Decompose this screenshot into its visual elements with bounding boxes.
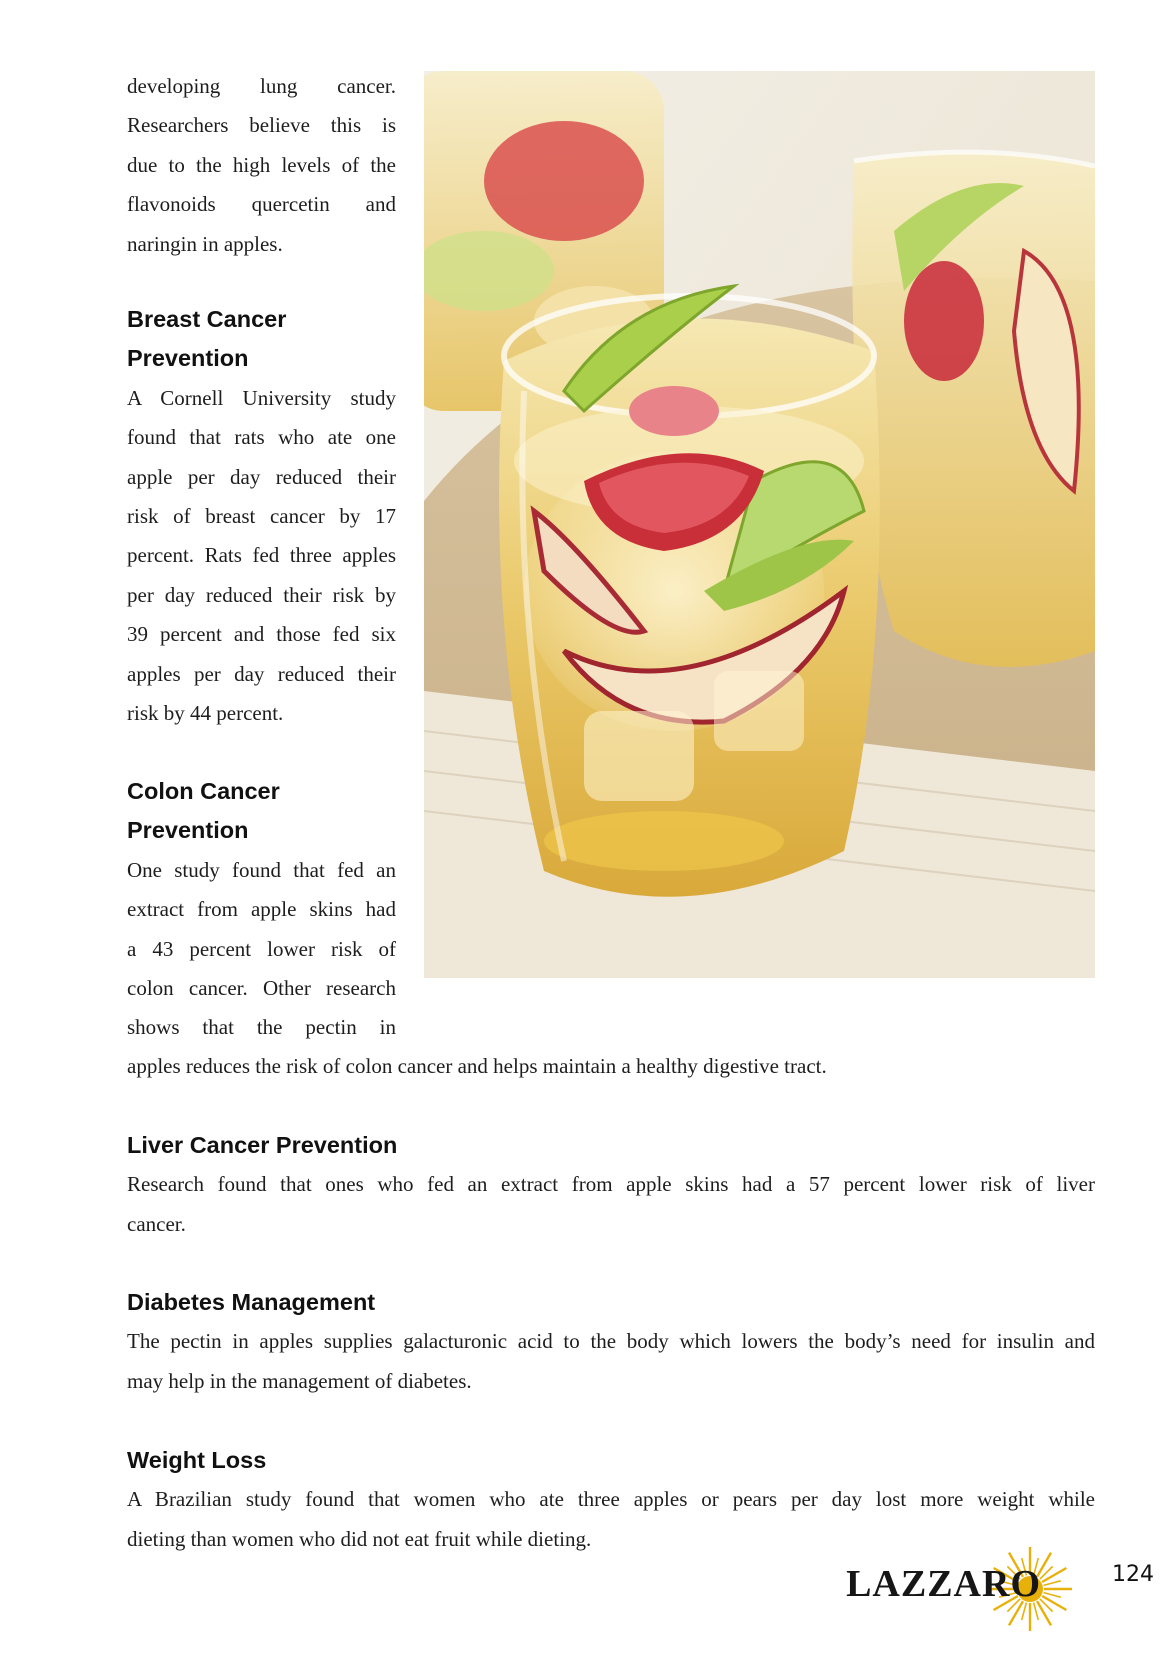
- brand-name: LAZZARO: [846, 1563, 1041, 1605]
- text-line: risk of breast cancer by 17: [127, 504, 396, 529]
- section-heading: Prevention: [127, 817, 249, 844]
- breast-cancer-section: [127, 300, 396, 733]
- text-line: due to the high levels of the: [127, 152, 396, 177]
- text-line: naringin in apples.: [127, 231, 283, 256]
- text-line: a 43 percent lower risk of: [127, 936, 396, 961]
- sun-ray: [1044, 1581, 1061, 1586]
- text-line: shows that the pectin in: [127, 1015, 396, 1040]
- text-line: per day reduced their risk by: [127, 582, 396, 607]
- text-line: One study found that fed an: [127, 857, 396, 882]
- text-line: found that rats who ate one: [127, 425, 396, 450]
- sun-ray: [1042, 1596, 1066, 1610]
- sun-ray: [1042, 1568, 1066, 1582]
- text-line: apples per day reduced their: [127, 661, 396, 686]
- fruit-drink-photo: [424, 71, 1095, 978]
- brand-logo: [846, 1540, 1081, 1630]
- text-line: 39 percent and those fed six: [127, 622, 396, 647]
- text-line: apples reduces the risk of colon cancer and helps maintain a healthy digestive tract.: [127, 1054, 827, 1078]
- section-heading: Prevention: [127, 345, 249, 372]
- text-line: Research found that ones who fed an extract from apple skins had a 57 percent lower risk of liver: [127, 1172, 1095, 1197]
- section-heading: Weight Loss: [127, 1447, 267, 1473]
- text-line: flavonoids quercetin and: [127, 192, 396, 217]
- text-line: apple per day reduced their: [127, 464, 396, 489]
- text-line: Researchers believe this is: [127, 113, 396, 138]
- section-heading: Liver Cancer Prevention: [127, 1132, 398, 1158]
- section-heading: Diabetes Management: [127, 1289, 376, 1315]
- text-line: may help in the management of diabetes.: [127, 1368, 472, 1393]
- page-number: 124: [1112, 1562, 1154, 1587]
- text-line: dieting than women who did not eat fruit while dieting.: [127, 1526, 592, 1551]
- text-line: A Cornell University study: [127, 385, 396, 410]
- text-line: A Brazilian study found that women who ate three apples or pears per day lost more weight while: [127, 1487, 1095, 1512]
- intro-paragraph: [127, 67, 396, 264]
- colon-cancer-section: [127, 772, 396, 1048]
- text-line: cancer.: [127, 1211, 186, 1236]
- text-line: developing lung cancer.: [127, 74, 396, 98]
- section-heading: Breast Cancer: [127, 306, 287, 332]
- text-line: The pectin in apples supplies galacturonic acid to the body which lowers the body’s need for insulin and: [127, 1329, 1095, 1354]
- text-line: risk by 44 percent.: [127, 701, 284, 726]
- sun-ray: [1044, 1593, 1061, 1598]
- text-line: colon cancer. Other research: [127, 976, 396, 1001]
- text-line: extract from apple skins had: [127, 897, 396, 922]
- diabetes-section: [127, 1283, 1095, 1401]
- colon-continuation: [127, 1047, 1095, 1086]
- section-heading: Colon Cancer: [127, 778, 280, 804]
- text-line: percent. Rats fed three apples: [127, 543, 396, 568]
- liver-cancer-section: [127, 1126, 1095, 1244]
